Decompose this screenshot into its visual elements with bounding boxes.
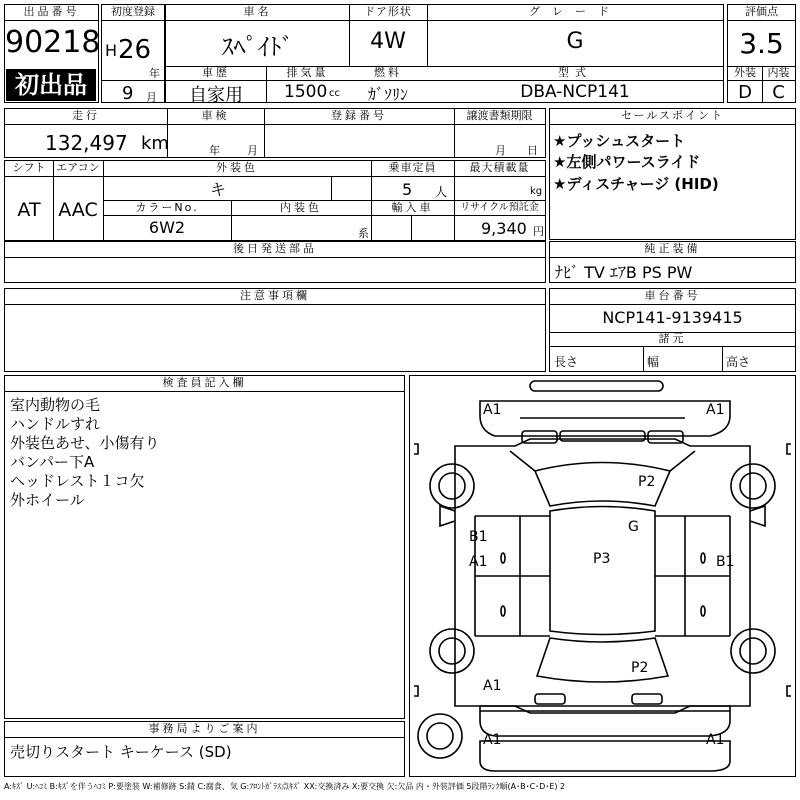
vehicle-main-box [165,4,724,106]
model-code: DBA-NCP141 [520,82,630,102]
inspection-month-unit: 月 [247,144,258,157]
interior-color-label: 内装色 [280,201,322,214]
history-label: 車歴 [202,66,230,79]
width-label: 幅 [647,355,660,369]
displacement-unit: cc [329,88,340,99]
inspection-year-unit: 年 [209,144,220,157]
model-label: 型式 [558,66,592,79]
shift-label: シフト [12,161,46,174]
registration-number-label: 登録番号 [331,109,387,122]
later-parts-box [4,241,546,283]
max-load-unit: kg [530,186,543,197]
mileage-label: 走行 [72,109,100,122]
door-label: ドア形状 [364,5,412,18]
inspector-note: 外装色あせ、小傷有り [10,434,160,452]
fuel: ｶﾞｿﾘﾝ [367,85,408,104]
grade: G [566,29,584,54]
year-unit: 年 [149,67,160,80]
sales-point-3: ★ディスチャージ (HID) [553,175,719,193]
office-notice: 売切りスタート キーケース (SD) [10,743,232,761]
inspector-notes-label: 検査員記入欄 [162,376,247,389]
max-load-label: 最大積載量 [469,161,530,174]
spec-row [4,160,546,241]
first-registration-label: 初度登録 [111,5,155,18]
interior-label: 内装 [767,66,790,79]
car-name-label: 車名 [243,5,272,18]
ac-label: エアコン [56,161,100,174]
era: H [105,41,118,60]
genuine-equipment: ﾅﾋﾞ TV ｴｱB PS PW [555,263,693,282]
inspector-note: ヘッドレスト１コ欠 [10,472,145,490]
history: 自家用 [189,85,243,106]
inspection-label: 車検 [201,109,230,122]
import-car-label: 輸入車 [391,201,434,214]
air-conditioner: AAC [58,199,98,221]
inspector-note: 外ホイール [10,491,85,509]
mark-a1-front-right: A1 [706,402,725,418]
length-label: 長さ [554,355,579,369]
sales-point-2: ★左側パワースライド [553,153,701,171]
mark-a1-bottom-right: A1 [706,732,725,748]
grade-label: グレード [529,5,621,18]
door-type: 4W [370,29,406,54]
mileage: 132,497 [45,131,128,155]
recycle-fee: 9,340 [481,219,527,238]
sales-points-box [549,108,796,240]
dimensions-label: 諸元 [658,332,687,345]
mileage-unit: km [141,133,169,154]
mark-g-windshield: G [628,519,639,535]
mileage-row [4,108,546,158]
transfer-day-unit: 日 [527,144,538,157]
recycle-fee-label: リサイクル預託金 [460,202,539,213]
exterior-grade: D [738,82,752,103]
mark-p3-roof: P3 [593,551,611,567]
mark-a1-left-door: A1 [469,554,488,570]
shift: AT [17,199,41,221]
transfer-deadline-label: 譲渡書類期限 [466,109,533,122]
office-notice-label: 事務局よりご案内 [148,722,261,735]
lot-number: 90218 [5,25,101,60]
mark-b1-left: B1 [469,529,488,545]
score-label: 評価点 [745,5,778,18]
first-listing-badge: 初出品 [6,69,96,101]
color-number-label: カラーNo. [135,201,199,214]
first-registration-box [101,4,165,103]
exterior-label: 外装 [734,66,756,79]
sales-point-1: ★プッシュスタート [553,132,686,150]
mark-p2-rear: P2 [631,660,649,676]
inspector-note: バンパー下A [10,453,95,471]
exterior-color-label: 外装色 [216,161,258,174]
overall-score: 3.5 [739,27,784,60]
mark-a1-bottom-left: A1 [483,732,502,748]
sales-points-label: セールスポイント [620,109,724,122]
recycle-fee-unit: 円 [533,225,544,238]
registration-month: 9 [122,83,134,104]
legend: A:ｷｽﾞ U:ﾍｺﾐ B:ｷｽﾞを伴うﾍｺﾐ P:要塗装 W:補修跡 S:錆 C:腐食、気 G:ﾌﾛﾝﾄｶﾞﾗｽ点ｷｽﾞ XX:交換済み X:要交換 欠:欠品 内・外装評価 5段階ﾗﾝｸ順(A･B･C･D･E) 2 [4,782,566,791]
chassis-box [549,288,796,372]
registration-year: 26 [118,35,152,65]
fuel-label: 燃料 [374,66,402,79]
mark-b1-right: B1 [716,554,735,570]
color-number: 6W2 [148,218,186,237]
capacity-unit: 人 [435,185,448,199]
height-label: 高さ [726,355,751,369]
lot-number-label: 出品番号 [23,5,80,18]
inspector-note: ハンドルすれ [10,415,101,433]
office-notice-box [4,721,405,777]
mark-a1-front-left: A1 [483,402,502,418]
chassis-number: NCP141-9139415 [602,308,743,327]
notes-box [4,288,546,372]
capacity: 5 [402,180,413,199]
later-parts-label: 後日発送部品 [233,242,317,255]
mark-a1-rear-left: A1 [483,678,502,694]
car-diagram-box [409,375,796,777]
notes-label: 注意事項欄 [240,289,310,302]
genuine-equipment-label: 純正装備 [644,242,701,255]
month-unit: 月 [146,91,157,104]
transfer-month-unit: 月 [495,144,506,157]
displacement: 1500 [284,82,328,102]
lot-number-box [4,4,99,103]
inspector-notes-list [10,396,160,510]
chassis-number-label: 車台番号 [644,289,701,302]
score-box [727,4,796,103]
capacity-label: 乗車定員 [388,161,437,174]
exterior-color: キ [209,180,226,199]
interior-color-unit: 系 [358,227,369,240]
displacement-label: 排気量 [286,66,329,79]
car-name: ｽﾍﾟｲﾄﾞ [221,33,294,61]
car-diagram [410,376,795,776]
interior-grade: C [772,82,785,103]
genuine-equipment-box [549,241,796,283]
mark-p2-roof-front: P2 [638,474,656,490]
inspector-notes-box [4,375,405,719]
inspector-note: 室内動物の毛 [10,396,101,414]
